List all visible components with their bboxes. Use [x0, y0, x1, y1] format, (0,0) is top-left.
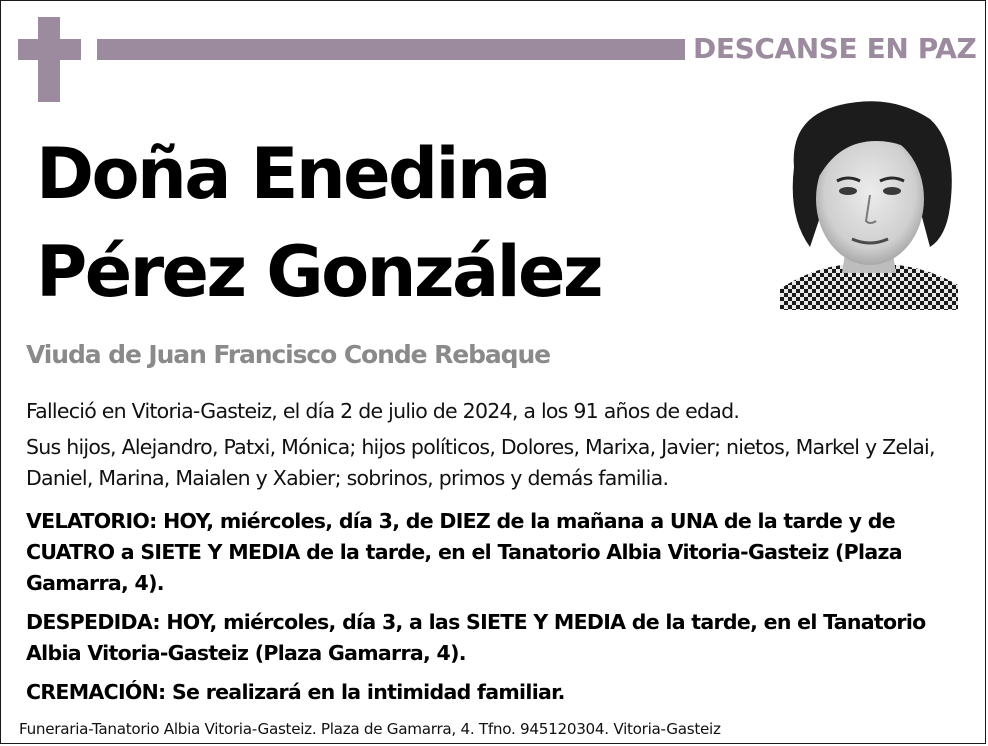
death-notice: Falleció en Vitoria-Gasteiz, el día 2 de julio de 2024, a los 91 años de edad.: [26, 399, 740, 423]
deceased-name-line1: Doña Enedina: [36, 133, 549, 215]
deceased-name-line2: Pérez González: [36, 231, 602, 313]
portrait-photo: [780, 97, 958, 310]
subtitle-widow: Viuda de Juan Francisco Conde Rebaque: [26, 340, 551, 369]
funeral-home-footer: Funeraria-Tanatorio Albia Vitoria-Gasteiz. Plaza de Gamarra, 4. Tfno. 945120304. Vitoria-Gasteiz: [19, 720, 721, 738]
header-label: DESCANSE EN PAZ: [693, 32, 977, 65]
header-rule: [97, 39, 685, 60]
cross-icon-bar: [18, 39, 81, 60]
family-list: Sus hijos, Alejandro, Patxi, Mónica; hijos políticos, Dolores, Marixa, Javier; nietos, Markel y Zelai, Daniel, Marina, Maialen y Xabier; sobrinos, primos y demás familia.: [26, 435, 935, 490]
velatorio-notice: VELATORIO: HOY, miércoles, día 3, de DIEZ de la mañana a UNA de la tarde y de CUATRO a SIETE Y MEDIA de la tarde, en el Tanatorio Albia Vitoria-Gasteiz (Plaza Gamarra, 4).: [26, 509, 902, 595]
cremacion-notice: CREMACIÓN: Se realizará en la intimidad familiar.: [26, 680, 565, 704]
despedida-notice: DESPEDIDA: HOY, miércoles, día 3, a las SIETE Y MEDIA de la tarde, en el Tanatorio Albia Vitoria-Gasteiz (Plaza Gamarra, 4).: [26, 610, 926, 665]
